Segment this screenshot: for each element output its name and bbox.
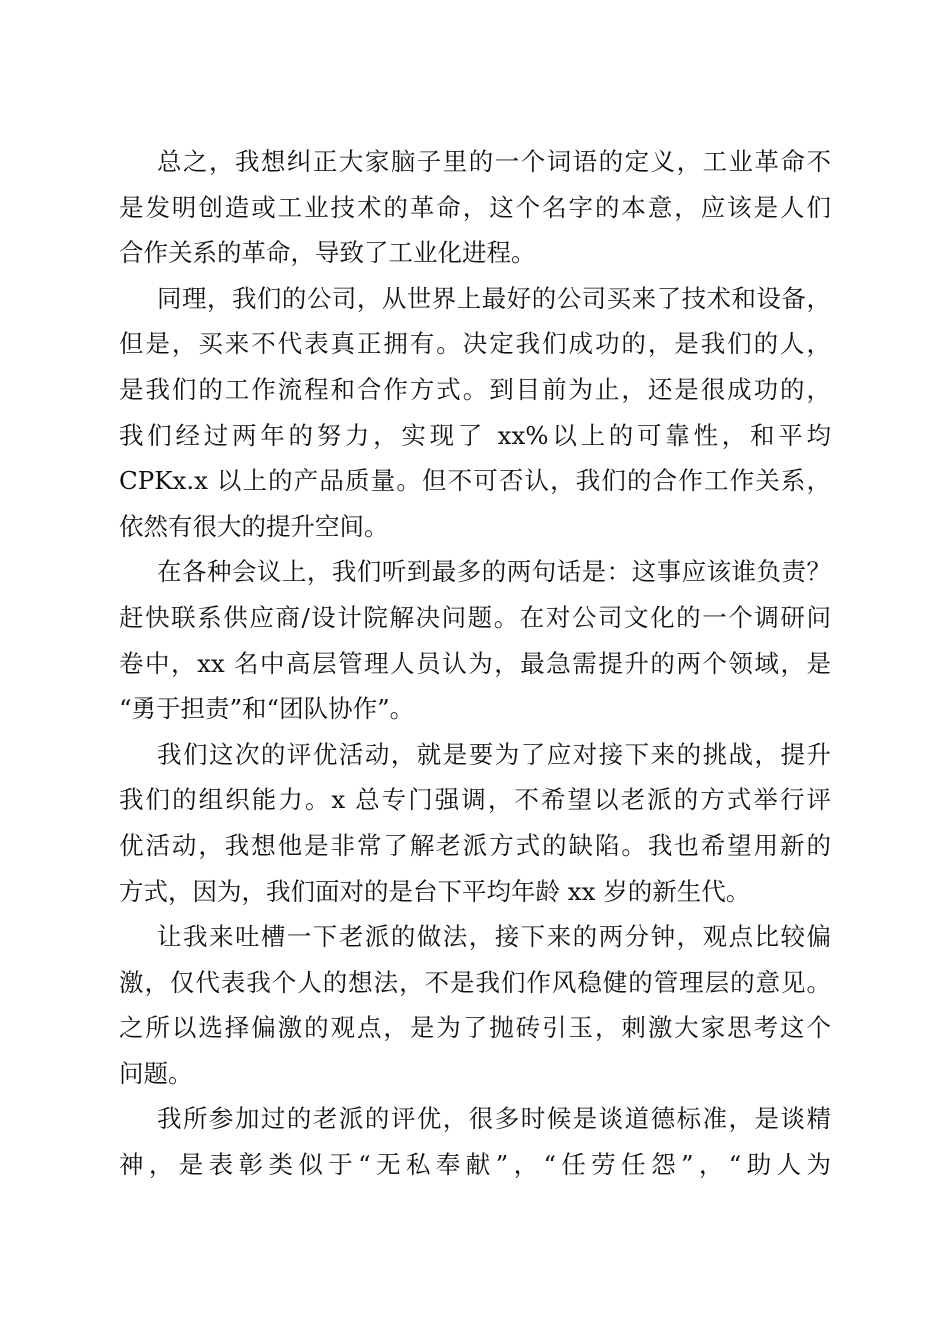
paragraph-line: CPKx.x 以上的产品质量。但不可否认，我们的合作工作关系， [119,466,831,496]
paragraph-line: 总之，我想纠正大家脑子里的一个词语的定义，工业革命不 [157,147,831,176]
paragraph-line: 但是，买来不代表真正拥有。决定我们成功的，是我们的人， [119,329,831,359]
paragraph-line: 我们经过两年的努力，实现了 xx%以上的可靠性，和平均 [119,420,831,450]
paragraph-line: 是我们的工作流程和合作方式。到目前为止，还是很成功的， [119,374,831,404]
paragraph-line: 优活动，我想他是非常了解老派方式的缺陷。我也希望用新的 [119,830,831,860]
paragraph-line: 在各种会议上，我们听到最多的两句话是：这事应该谁负责？ [157,557,831,587]
paragraph-4 [119,732,831,914]
paragraph-5 [119,914,831,1096]
paragraph-line: 依然有很大的提升空间。 [119,511,389,541]
paragraph-line: 之所以选择偏激的观点，是为了抛砖引玉，刺激大家思考这个 [119,1013,831,1043]
paragraph-6 [119,1096,831,1187]
paragraph-line: 赶快联系供应商/设计院解决问题。在对公司文化的一个调研问 [119,602,831,632]
paragraph-line: 同理，我们的公司，从世界上最好的公司买来了技术和设备， [157,283,831,313]
paragraph-line: 激，仅代表我个人的想法，不是我们作风稳健的管理层的意见。 [119,967,831,997]
paragraph-1 [119,139,831,276]
paragraph-line: 让我来吐槽一下老派的做法，接下来的两分钟，观点比较偏 [157,922,831,952]
paragraph-line: “勇于担责”和“团队协作”。 [119,694,415,724]
paragraph-line: 合作关系的革命，导致了工业化进程。 [119,238,536,268]
paragraph-line: 是发明创造或工业技术的革命，这个名字的本意，应该是人们 [119,192,831,222]
paragraph-line: 问题。 [119,1058,193,1088]
paragraph-line: 卷中，xx 名中高层管理人员认为，最急需提升的两个领域，是 [119,648,831,678]
paragraph-line: 我们这次的评优活动，就是要为了应对接下来的挑战，提升 [157,739,831,769]
paragraph-line: 神，是表彰类似于“无私奉献”，“任劳任怨”，“助人为 [119,1150,831,1180]
paragraph-3 [119,549,831,731]
paragraph-line: 我所参加过的老派的评优，很多时候是谈道德标准，是谈精 [157,1104,831,1134]
paragraph-2 [119,276,831,550]
paragraph-line: 方式，因为，我们面对的是台下平均年龄 xx 岁的新生代。 [119,876,751,906]
paragraph-line: 我们的组织能力。x 总专门强调，不希望以老派的方式举行评 [119,785,831,815]
document-body [119,139,831,1188]
